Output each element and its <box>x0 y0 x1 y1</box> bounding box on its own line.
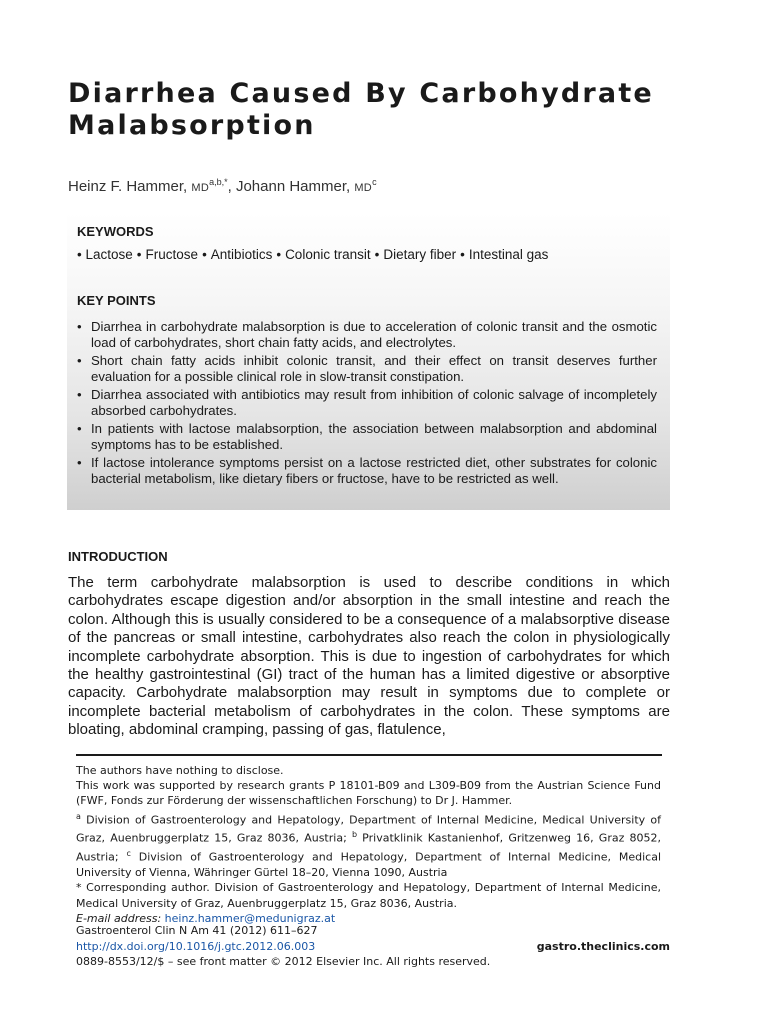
keyword-item: Fructose <box>145 247 199 262</box>
journal-site: gastro.theclinics.com <box>536 939 670 953</box>
disclosure-note: The authors have nothing to disclose. <box>76 764 284 777</box>
author-2-degree: MD <box>354 182 373 194</box>
affiliation-b: Privatklinik Kastanienhof, Gritzenweg 16, Graz 8052, Austria; <box>76 832 662 864</box>
key-point-text: Diarrhea in carbohydrate malabsorption is due to acceleration of colonic transit and the osmotic load of carbohydrates, short chain fatty acids, and electrolytes. <box>91 319 657 350</box>
bullet-icon: • <box>77 421 82 436</box>
footnotes <box>76 763 661 926</box>
citation-line: Gastroenterol Clin N Am 41 (2012) 611–627 <box>76 924 318 937</box>
keyword-item: Lactose <box>85 247 133 262</box>
funding-note: This work was supported by research grants P 18101-B09 and L309-B09 from the Austrian Science Fund (FWF, Fonds zur Förderung der wissenschaftlichen Forschung) to Dr J. Hammer. <box>76 779 661 808</box>
affiliation-b-mark: b <box>351 830 358 840</box>
key-points-heading: KEY POINTS <box>77 293 156 308</box>
author-1-degree: MD <box>191 182 210 194</box>
author-line <box>68 172 377 198</box>
email-label: E-mail address: <box>76 911 162 925</box>
keyword-item: Antibiotics <box>210 247 273 262</box>
title-line-2: Malabsorption <box>68 110 316 141</box>
keyword-bullet: • <box>77 247 82 262</box>
key-point-text: Diarrhea associated with antibiotics may result from inhibition of colonic salvage of incompletely absorbed carbohydrates. <box>91 387 657 418</box>
keyword-bullet: • <box>276 247 282 262</box>
author-2-name: Johann Hammer, <box>235 178 355 195</box>
copyright-line: 0889-8553/12/$ – see front matter © 2012 Elsevier Inc. All rights reserved. <box>76 955 491 969</box>
author-2-affiliation: c <box>372 177 377 187</box>
keyword-item: Colonic transit <box>285 247 371 262</box>
key-point-text: If lactose intolerance symptoms persist on a lactose restricted diet, other substrates for colonic bacterial metabolism, like dietary fibers or fructose, have to be restricted as well. <box>91 455 657 486</box>
bullet-icon: • <box>77 455 82 470</box>
key-point-item <box>77 421 657 452</box>
keyword-bullet: • <box>202 247 207 262</box>
keyword-item: Dietary fiber <box>383 247 457 262</box>
keyword-item: Intestinal gas <box>468 247 549 262</box>
author-1-affiliation: a,b,* <box>209 177 228 187</box>
key-point-item <box>77 455 657 486</box>
introduction-paragraph: The term carbohydrate malabsorption is used to describe conditions in which carbohydrates escape digestion and/or absorption in the small intestine and reach the colon. Although this is usually considered to be a consequence of a malabsorptive disease of the pancreas or small intestine, carbohydrates also reach the colon in physiologically incomplete carbohydrate absorption. This is due to ingestion of carbohydrates for which the healthy gastrointestinal (GI) tract of the human has a limited digestive or absorptive capacity. Carbohydrate malabsorption may result in symptoms due to complete or incomplete bacterial metabolism of carbohydrates in the colon. These symptoms are bloating, abdominal cramping, passing of gas, flatulence, <box>68 574 670 739</box>
keywords-heading: KEYWORDS <box>77 224 154 239</box>
affiliation-a: Division of Gastroenterology and Hepatology, Department of Internal Medicine, Medical University of Graz, Auenbruggerplatz 15, Graz 8036, Austria; <box>76 813 661 846</box>
footnote-divider <box>76 754 662 756</box>
corresponding-author-note: * Corresponding author. Division of Gastroenterology and Hepatology, Department of Internal Medicine, Medical University of Graz, Auenbruggerplatz 15, Graz 8036, Austria. <box>76 881 661 910</box>
key-point-item <box>77 353 657 384</box>
keyword-bullet: • <box>374 247 380 262</box>
key-point-item <box>77 319 657 350</box>
keyword-bullet: • <box>460 247 465 262</box>
bullet-icon: • <box>77 353 82 368</box>
affiliations-note <box>76 809 661 881</box>
bullet-icon: • <box>77 319 82 334</box>
key-point-text: In patients with lactose malabsorption, the association between malabsorption and abdominal symptoms has to be established. <box>91 421 657 452</box>
email-link[interactable]: heinz.hammer@medunigraz.at <box>164 911 336 925</box>
affiliation-c: Division of Gastroenterology and Hepatology, Department of Internal Medicine, Medical University of Vienna, Währinger Gürtel 18–20, Vienna 1090, Austria <box>76 850 662 880</box>
publication-info <box>76 923 670 970</box>
author-separator: , <box>227 178 236 195</box>
keyword-bullet: • <box>136 247 142 262</box>
key-point-text: Short chain fatty acids inhibit colonic transit, and their effect on transit deserves further evaluation for a possible clinical role in slow-transit constipation. <box>91 353 657 384</box>
bullet-icon: • <box>77 387 82 402</box>
title-line-1: Diarrhea Caused By Carbohydrate <box>68 78 654 109</box>
key-points-list <box>77 319 657 489</box>
abstract-box <box>67 213 670 510</box>
keywords-list <box>77 246 548 264</box>
doi-link[interactable]: http://dx.doi.org/10.1016/j.gtc.2012.06.003 <box>76 939 316 953</box>
affiliation-a-mark: a <box>76 811 81 821</box>
affiliation-c-mark: c <box>126 849 131 859</box>
introduction-heading: INTRODUCTION <box>68 549 168 564</box>
key-point-item <box>77 387 657 418</box>
author-1-name: Heinz F. Hammer, <box>68 178 192 195</box>
article-title <box>68 78 708 142</box>
